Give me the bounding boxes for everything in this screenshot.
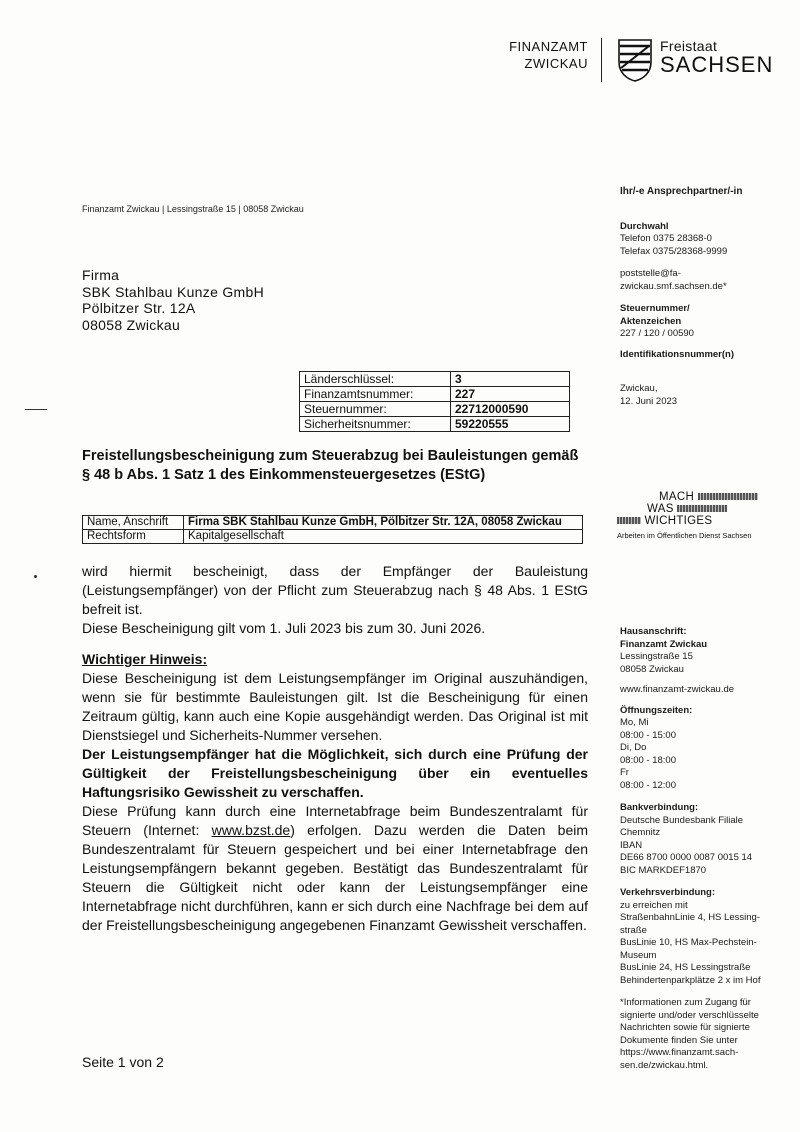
- tax-value: 59220555: [451, 417, 570, 432]
- traffic-line: zu erreichen mit: [620, 899, 688, 911]
- tax-value: 227: [451, 387, 570, 402]
- haus-line: Finanzamt Zwickau: [620, 638, 708, 650]
- finanzamt-line2: ZWICKAU: [524, 56, 588, 71]
- bank-line: IBAN: [620, 839, 643, 851]
- validity-paragraph: Diese Bescheinigung gilt vom 1. Juli 2023 bis zum 30. Juni 2026.: [82, 620, 486, 636]
- slogan-sub: Arbeiten im Öffentlichen Dienst Sachsen: [617, 531, 752, 540]
- table-row: [300, 417, 570, 432]
- hours-line: Mo, Mi: [620, 717, 649, 728]
- fold-mark: [25, 409, 47, 410]
- traffic-label: Verkehrsverbindung:: [620, 887, 716, 898]
- page-number: Seite 1 von 2: [82, 1054, 164, 1070]
- check-pre: Diese Prüfung kann durch eine Internetabfrage beim Bundeszentralamt für Steuern (Internet:: [82, 803, 588, 838]
- traffic-line: Behindertenparkplätze 2 x im Hof: [620, 974, 761, 986]
- check-paragraph: [82, 802, 588, 935]
- steuernummer-value: 227 / 120 / 00590: [620, 328, 694, 339]
- tax-label: Finanzamtsnummer:: [300, 387, 451, 402]
- website: www.finanzamt-zwickau.de: [620, 684, 735, 695]
- sachsen-label: SACHSEN: [660, 52, 774, 77]
- note-line: *Informationen zum Zugang für: [620, 997, 751, 1008]
- date: 12. Juni 2023: [620, 395, 678, 407]
- bzst-link[interactable]: www.bzst.de: [211, 822, 291, 838]
- durchwahl-label: Durchwahl: [620, 220, 669, 232]
- slogan-block: [617, 491, 762, 540]
- haus-label: Hausanschrift:: [620, 626, 687, 637]
- traffic-line: BusLinie 10, HS Max-Pechstein-: [620, 937, 757, 948]
- note-line: Nachrichten sowie für signierte: [620, 1022, 750, 1033]
- finanzamt-line1: FINANZAMT: [509, 39, 588, 54]
- company-table: [82, 515, 583, 544]
- aktenzeichen-label: Aktenzeichen: [620, 315, 682, 327]
- haus-line: 08058 Zwickau: [620, 663, 684, 675]
- note-line: signierte und/oder verschlüsselte: [620, 1009, 759, 1021]
- haus-line: Lessingstraße 15: [620, 651, 693, 662]
- tax-value: 22712000590: [451, 402, 570, 417]
- contact-block: [620, 186, 790, 408]
- note-line: https://www.finanzamt.sach-: [620, 1047, 739, 1058]
- note-line: Dokumente finden Sie unter: [620, 1034, 738, 1046]
- note-line: sen.de/zwickau.html.: [620, 1059, 709, 1071]
- bank-line: Chemnitz: [620, 827, 661, 838]
- contact-heading: Ihr/-e Ansprechpartner/-in: [620, 186, 743, 197]
- telefax: Telefax 0375/28368-9999: [620, 245, 728, 257]
- tax-label: Sicherheitsnummer:: [300, 417, 451, 432]
- bank-line: DE66 8700 0000 0087 0015 14: [620, 852, 753, 863]
- scribble-icon: [677, 505, 727, 512]
- hours-label: Öffnungszeiten:: [620, 704, 693, 716]
- bank-line: BIC MARKDEF1870: [620, 864, 707, 876]
- scribble-icon: [698, 493, 758, 500]
- email-line: zwickau.smf.sachsen.de*: [620, 280, 727, 292]
- table-row: [83, 530, 583, 544]
- hours-line: 08:00 - 15:00: [620, 729, 676, 741]
- bank-label: Bankverbindung:: [620, 802, 699, 813]
- hint-heading: Wichtiger Hinweis:: [82, 651, 208, 667]
- finanzamt-logo-text: [470, 38, 588, 72]
- telefon: Telefon 0375 28368-0: [620, 233, 712, 244]
- table-row: [83, 516, 583, 530]
- recipient-address: [82, 267, 264, 333]
- saxony-crest-icon: [617, 38, 653, 82]
- tax-value: 3: [451, 372, 570, 387]
- hours-line: Fr: [620, 767, 629, 778]
- logo-divider: [601, 38, 602, 82]
- hours-line: Di, Do: [620, 742, 647, 753]
- freistaat-label: Freistaat: [660, 38, 718, 54]
- traffic-line: StraßenbahnLinie 4, HS Lessing-: [620, 912, 760, 923]
- place: Zwickau,: [620, 383, 658, 394]
- tax-label: Steuernummer:: [300, 402, 451, 417]
- hint-text: Diese Bescheinigung ist dem Leistungsempfänger im Original auszuhändigen, wenn sie für bestimmte Bauleistungen gilt. Ist die Bescheinigung für einen Zeitraum gültig, kann auch eine Kopie ausgehändigt werden. Das Original ist mit Dienstsiegel und Sicherheits-Nummer versehen.: [82, 670, 588, 743]
- traffic-line: straße: [620, 924, 647, 936]
- traffic-line: BusLinie 24, HS Lessingstraße: [620, 962, 751, 973]
- email-line: poststelle@fa-: [620, 268, 681, 279]
- company-name-value: Firma SBK Stahlbau Kunze GmbH, Pölbitzer Str. 12A, 08058 Zwickau: [184, 516, 583, 530]
- recipient-line: Firma: [82, 267, 120, 283]
- company-name-label: Name, Anschrift: [83, 516, 184, 530]
- idnr-label: Identifikationsnummer(n): [620, 348, 735, 360]
- slogan-was: WAS: [647, 503, 674, 515]
- slogan-wichtiges: WICHTIGES: [644, 515, 713, 527]
- document-title: [82, 447, 602, 485]
- hint-section: [82, 650, 588, 935]
- table-row: [300, 402, 570, 417]
- scribble-icon: [617, 517, 641, 524]
- traffic-line: Museum: [620, 949, 657, 961]
- company-form-value: Kapitalgesellschaft: [184, 530, 583, 544]
- table-row: [300, 372, 570, 387]
- title-line: § 48 b Abs. 1 Satz 1 des Einkommensteuergesetzes (EStG): [82, 467, 486, 483]
- side-info: [620, 626, 790, 1072]
- recipient-line: SBK Stahlbau Kunze GmbH: [82, 283, 264, 300]
- hours-line: 08:00 - 12:00: [620, 779, 676, 791]
- certify-paragraph: wird hiermit bescheinigt, dass der Empfänger der Bauleistung (Leistungsempfänger) von der Pflicht zum Steuerabzug nach § 48 Abs. 1 EStG befreit ist.: [82, 563, 588, 617]
- hint-bold: Der Leistungsempfänger hat die Möglichkeit, sich durch eine Prüfung der Gültigkeit der Freistellungsbescheinigung über ein eventuelles Haftungsrisiko Gewissheit zu verschaffen.: [82, 746, 588, 800]
- steuernummer-label: Steuernummer/: [620, 303, 690, 314]
- recipient-line: Pölbitzer Str. 12A: [82, 300, 196, 316]
- sender-line: Finanzamt Zwickau | Lessingstraße 15 | 08058 Zwickau: [82, 204, 304, 214]
- tax-label: Länderschlüssel:: [300, 372, 451, 387]
- table-row: [300, 387, 570, 402]
- slogan-mach: MACH: [659, 491, 695, 503]
- recipient-line: 08058 Zwickau: [82, 316, 181, 333]
- check-post: ) erfolgen. Dazu werden die Daten beim Bundeszentralamt für Steuern gespeichert und bei einer Internetabfrage den Leistungsempfängern bekannt gegeben. Bestätigt das Bundeszentralamt für Steuern die Gültigkeit nicht oder kann der Leistungsempfänger eine Internetabfrage nicht durchführen, kann er sich durch eine Nachfrage bei dem auf der Freistellungsbescheinigung angegebenen Finanzamt Gewissheit verschaffen.: [82, 822, 589, 933]
- company-form-label: Rechtsform: [83, 530, 184, 544]
- bank-line: Deutsche Bundesbank Filiale: [620, 814, 744, 826]
- tax-number-table: [299, 371, 570, 432]
- title-line: Freistellungsbescheinigung zum Steuerabzug bei Bauleistungen gemäß: [82, 448, 579, 464]
- hours-line: 08:00 - 18:00: [620, 754, 676, 766]
- punch-mark: [34, 575, 37, 578]
